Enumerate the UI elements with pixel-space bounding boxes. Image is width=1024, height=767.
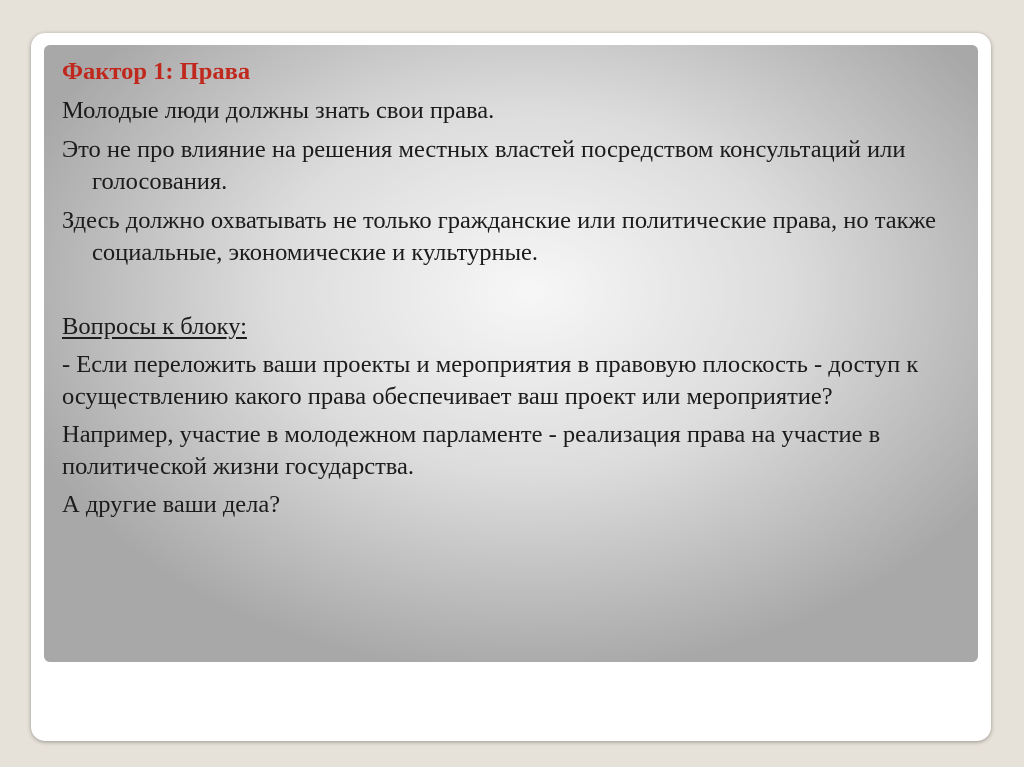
closing-question: А другие ваши дела?	[62, 491, 281, 518]
bullet-rights-scope: Здесь должно охватывать не только гражданские или политические права, но также социальные, экономические и культурные.	[62, 207, 936, 266]
slide-content	[62, 56, 952, 521]
bullet-rights-knowledge: Молодые люди должны знать свои права.	[62, 97, 495, 124]
slide-heading: Фактор 1: Права	[62, 58, 251, 85]
questions-title: Вопросы к блоку:	[62, 313, 247, 340]
question-text: - Если переложить ваши проекты и мероприятия в правовую плоскость - доступ к осуществлению какого права обеспечивает ваш проект или мероприятие?	[62, 351, 919, 410]
spacer	[62, 269, 952, 311]
bullet-not-influence: Это не про влияние на решения местных властей посредством консультаций или голосования.	[62, 136, 906, 195]
example-text: Например, участие в молодежном парламенте - реализация права на участие в политической жизни государства.	[62, 421, 881, 480]
